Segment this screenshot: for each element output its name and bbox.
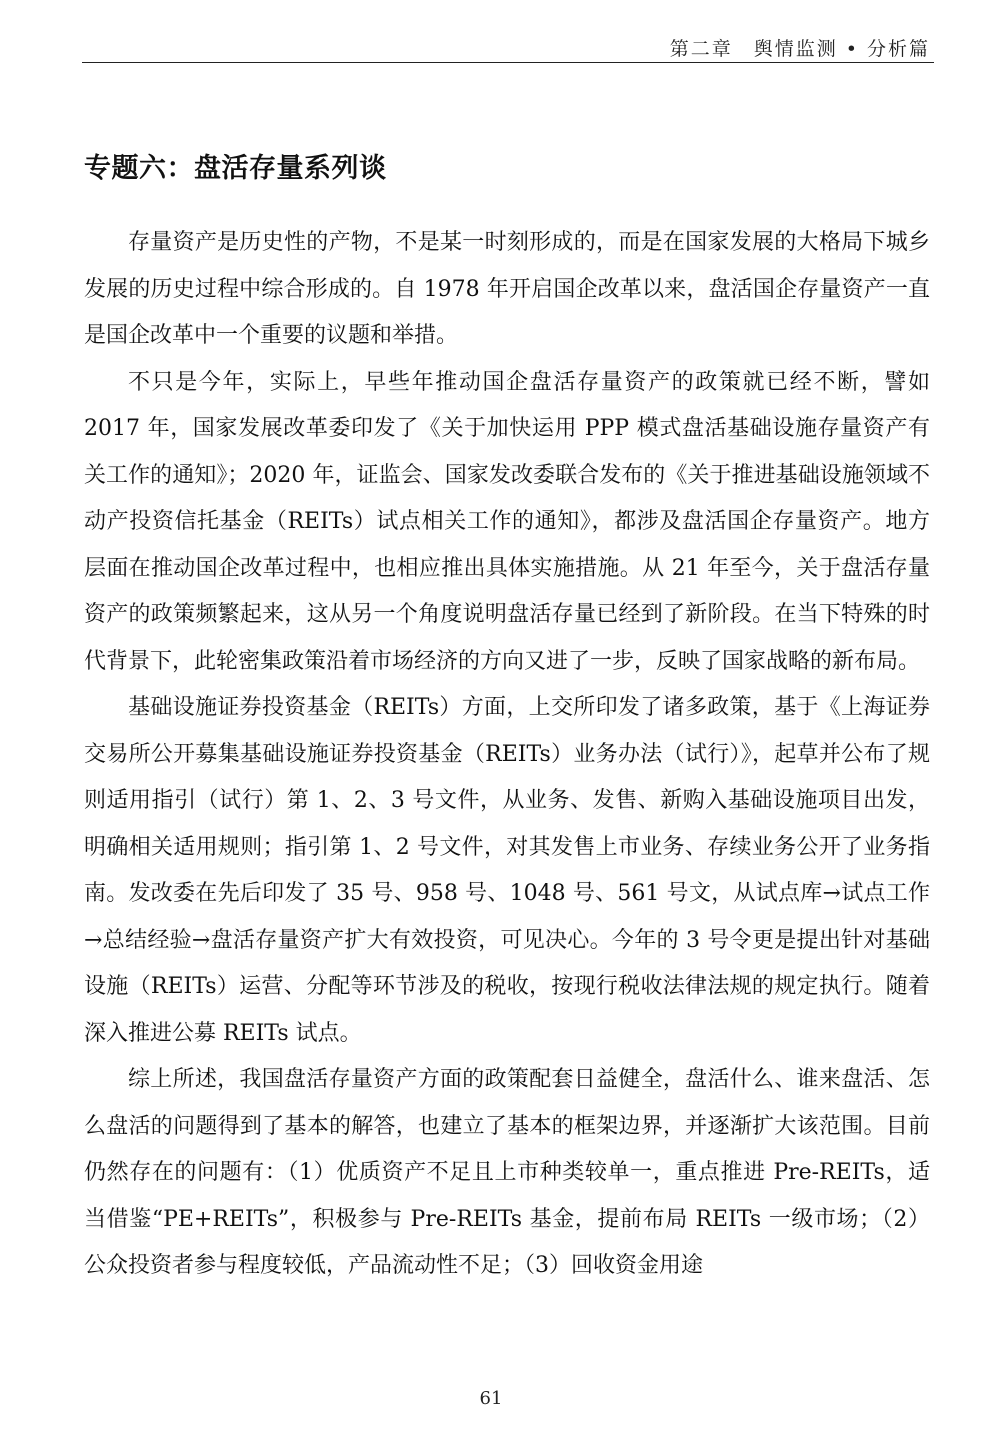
paragraph-1: 存量资产是历史性的产物，不是某一时刻形成的，而是在国家发展的大格局下城乡发展的历史过程中综合形成的。自 1978 年开启国企改革以来，盘活国企存量资产一直是国企改革中一个重要的议题和举措。	[84, 230, 930, 348]
section-title: 专题六：盘活存量系列谈	[84, 153, 387, 184]
paragraph-4: 综上所述，我国盘活存量资产方面的政策配套日益健全，盘活什么、谁来盘活、怎么盘活的问题得到了基本的解答，也建立了基本的框架边界，并逐渐扩大该范围。目前仍然存在的问题有：（1）优质资产不足且上市种类较单一，重点推进 Pre-REITs，适当借鉴“PE+REITs”，积极参与 Pre-REITs 基金，提前布局 REITs 一级市场；（2）公众投资者参与程度较低，产品流动性不足；（3）回收资金用途	[84, 1067, 930, 1278]
header-divider	[82, 62, 934, 63]
running-header: 第二章 舆情监测 • 分析篇	[669, 38, 930, 60]
body-text	[84, 220, 930, 1290]
page-number: 61	[479, 1388, 503, 1409]
paragraph-2: 不只是今年，实际上，早些年推动国企盘活存量资产的政策就已经不断，譬如 2017 年，国家发展改革委印发了《关于加快运用 PPP 模式盘活基础设施存量资产有关工作的通知》；2020 年，证监会、国家发改委联合发布的《关于推进基础设施领域不动产投资信托基金（REITs）试点相关工作的通知》，都涉及盘活国企存量资产。地方层面在推动国企改革过程中，也相应推出具体实施措施。从 21 年至今，关于盘活存量资产的政策频繁起来，这从另一个角度说明盘活存量已经到了新阶段。在当下特殊的时代背景下，此轮密集政策沿着市场经济的方向又进了一步，反映了国家战略的新布局。	[84, 369, 930, 674]
paragraph-3: 基础设施证券投资基金（REITs）方面，上交所印发了诸多政策，基于《上海证券交易所公开募集基础设施证券投资基金（REITs）业务办法（试行）》，起草并公布了规则适用指引（试行）第 1、2、3 号文件，从业务、发售、新购入基础设施项目出发，明确相关适用规则；指引第 1、2 号文件，对其发售上市业务、存续业务公开了业务指南。发改委在先后印发了 35 号、958 号、1048 号、561 号文，从试点库→试点工作→总结经验→盘活存量资产扩大有效投资，可见决心。今年的 3 号令更是提出针对基础设施（REITs）运营、分配等环节涉及的税收，按现行税收法律法规的规定执行。随着深入推进公募 REITs 试点。	[84, 695, 930, 1046]
